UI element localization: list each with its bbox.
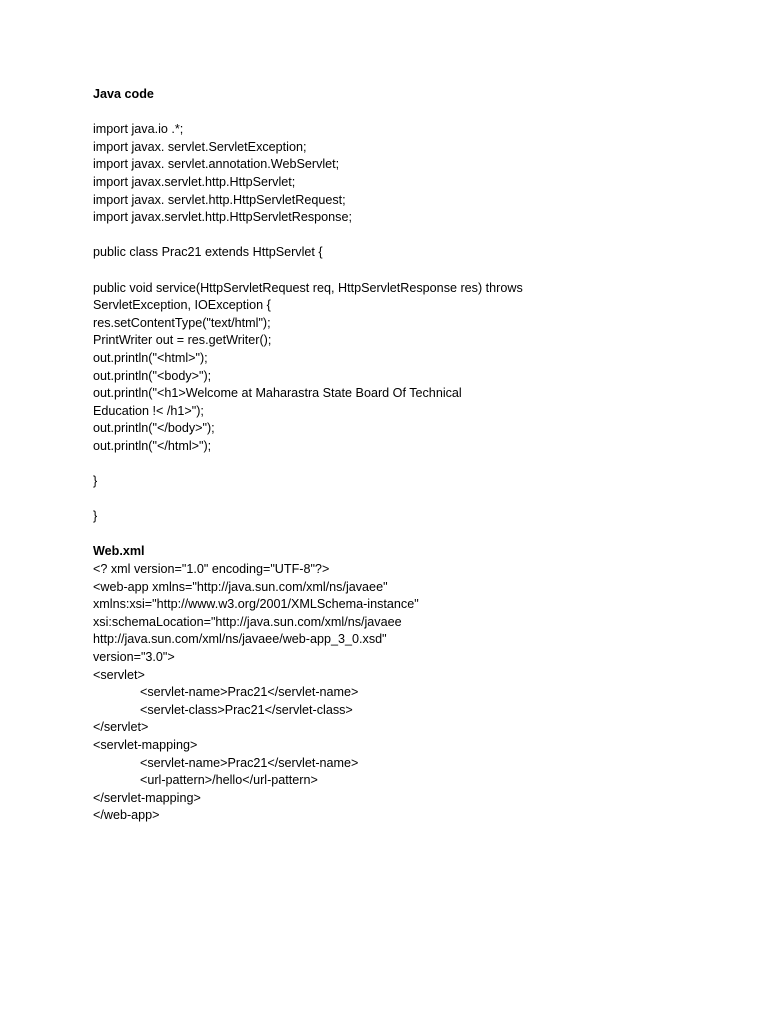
- code-line: out.println("<h1>Welcome at Maharastra State Board Of Technical: [93, 386, 462, 401]
- xml-line: http://java.sun.com/xml/ns/javaee/web-app_3_0.xsd": [93, 632, 387, 647]
- xml-line: <servlet-name>Prac21</servlet-name>: [140, 685, 359, 700]
- xml-line: xsi:schemaLocation="http://java.sun.com/xml/ns/javaee: [93, 614, 402, 629]
- code-line: out.println("</body>");: [93, 421, 215, 436]
- code-line: import javax. servlet.http.HttpServletRequest;: [93, 192, 346, 207]
- xml-line: </servlet>: [93, 720, 149, 735]
- xml-line: xmlns:xsi="http://www.w3.org/2001/XMLSchema-instance": [93, 597, 419, 612]
- code-line: out.println("<body>");: [93, 368, 212, 383]
- xml-line: version="3.0">: [93, 650, 175, 664]
- code-line: out.println("</html>");: [93, 438, 212, 453]
- code-line: Education !< /h1>");: [93, 403, 204, 418]
- xml-line: <servlet-name>Prac21</servlet-name>: [140, 755, 359, 770]
- web-xml-section: [93, 543, 713, 825]
- code-line: import javax.servlet.http.HttpServlet;: [93, 174, 296, 189]
- xml-line: </servlet-mapping>: [93, 790, 201, 805]
- code-line: import javax. servlet.annotation.WebServlet;: [93, 157, 340, 172]
- code-line: out.println("<html>");: [93, 350, 208, 365]
- xml-line: <web-app xmlns="http://java.sun.com/xml/ns/javaee": [93, 579, 388, 594]
- xml-line: <servlet-mapping>: [93, 737, 198, 752]
- code-line: [93, 491, 713, 509]
- code-line: [93, 104, 713, 122]
- code-line: [93, 262, 713, 280]
- code-line: [93, 455, 713, 473]
- code-line: public void service(HttpServletRequest req, HttpServletResponse res) throws: [93, 280, 523, 295]
- code-line: import javax. servlet.ServletException;: [93, 139, 307, 154]
- xml-line: </web-app>: [93, 808, 160, 823]
- document-page: [93, 86, 713, 825]
- code-line: public class Prac21 extends HttpServlet {: [93, 245, 323, 260]
- java-code-heading: Java code: [93, 87, 154, 101]
- java-code-section: [93, 86, 713, 543]
- web-xml-heading: Web.xml: [93, 544, 145, 559]
- code-line: PrintWriter out = res.getWriter();: [93, 333, 272, 348]
- code-line: [93, 526, 713, 544]
- code-line: import java.io .*;: [93, 122, 184, 137]
- code-line: }: [93, 474, 98, 489]
- xml-line: <servlet-class>Prac21</servlet-class>: [140, 702, 353, 717]
- code-line: [93, 227, 713, 245]
- xml-line: <servlet>: [93, 667, 145, 682]
- code-line: import javax.servlet.http.HttpServletResponse;: [93, 210, 352, 225]
- code-line: }: [93, 509, 98, 524]
- xml-line: <? xml version="1.0" encoding="UTF-8"?>: [93, 562, 330, 577]
- code-line: ServletException, IOException {: [93, 298, 271, 313]
- xml-line: <url-pattern>/hello</url-pattern>: [140, 773, 318, 788]
- code-line: res.setContentType("text/html");: [93, 315, 271, 330]
